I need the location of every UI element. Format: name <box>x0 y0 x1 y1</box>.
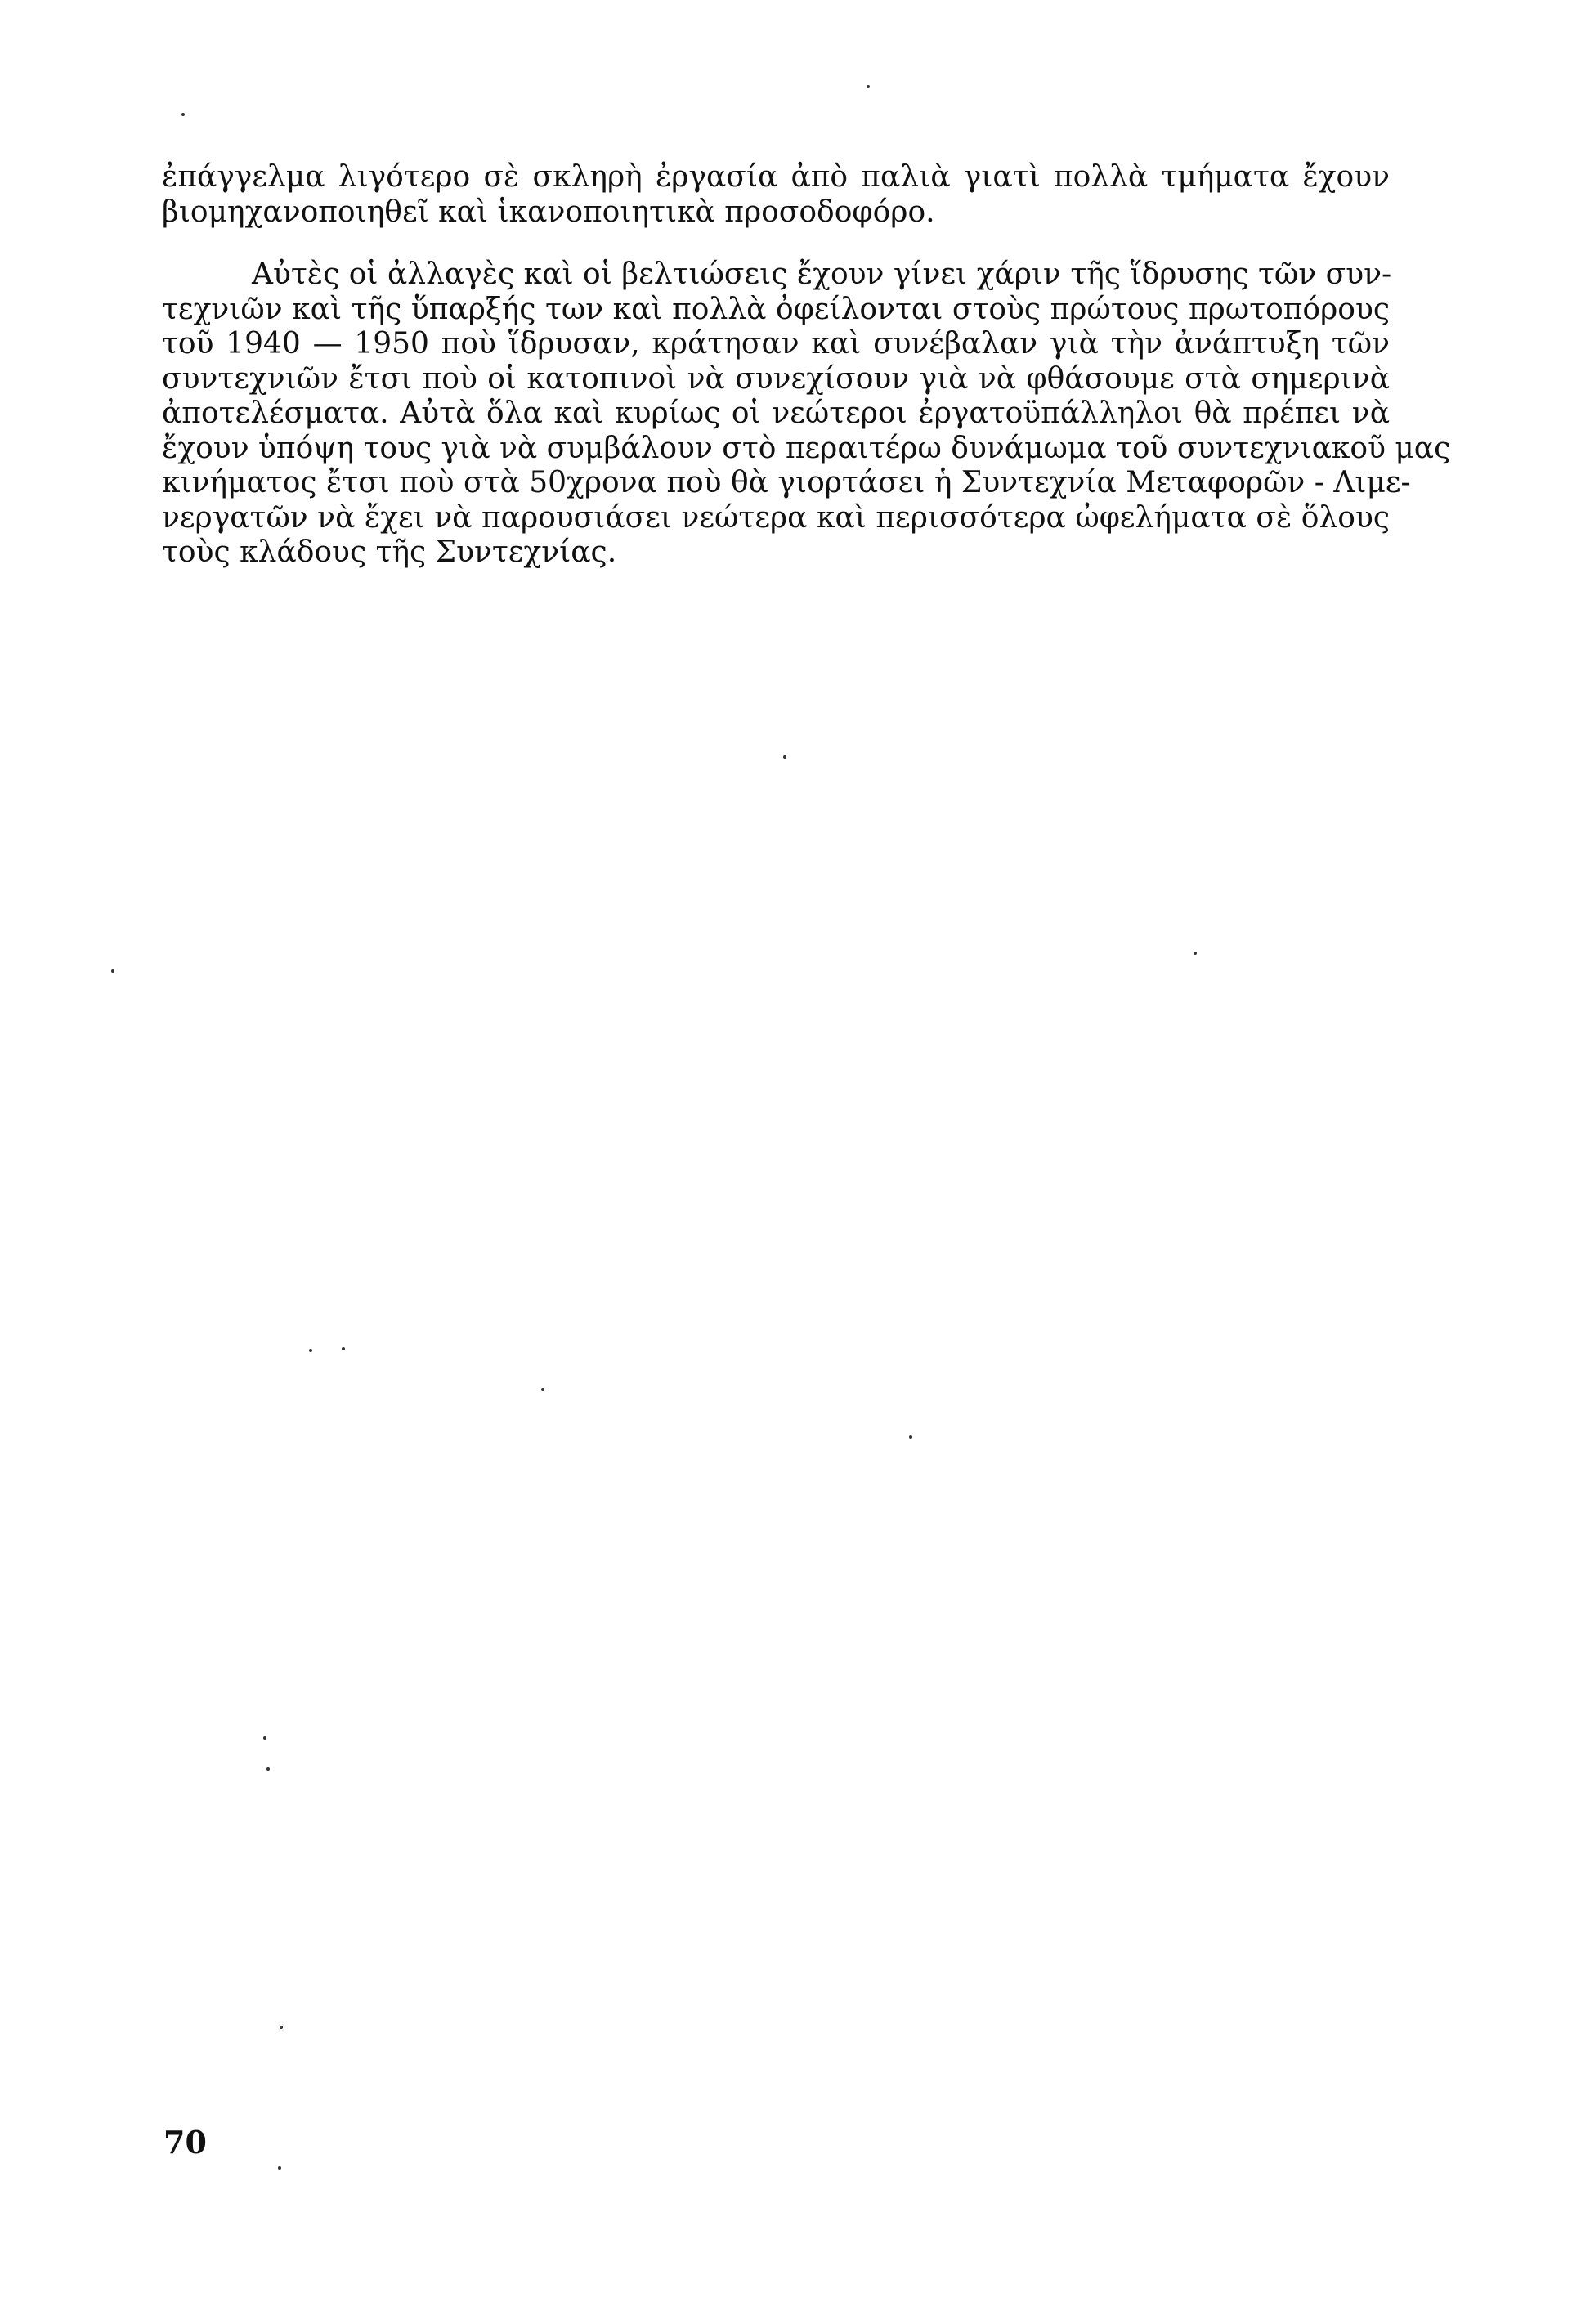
text-line: συντεχνιῶν ἔτσι ποὺ οἱ κατοπινοὶ νὰ συνεχίσουν γιὰ νὰ φθάσουμε στὰ σημερινὰ <box>162 361 1390 396</box>
text-line: κινήματος ἔτσι ποὺ στὰ 50χρονα ποὺ θὰ γιορτάσει ἡ Συντεχνία Μεταφορῶν - Λιμε- <box>162 466 1411 499</box>
paragraph-gap <box>162 230 1390 257</box>
text-line: τοῦ 1940 — 1950 ποὺ ἵδρυσαν, κράτησαν καὶ συνέβαλαν γιὰ τὴν ἀνάπτυξη τῶν <box>162 327 1390 360</box>
body-text <box>162 160 1451 571</box>
scan-speck <box>541 1388 544 1391</box>
text-line: βιομηχανοποιηθεῖ καὶ ἱκανοποιητικὰ προσοδοφόρο. <box>162 195 935 229</box>
text-line: τεχνιῶν καὶ τῆς ὕπαρξής των καὶ πολλὰ ὀφείλονται στοὺς πρώτους πρωτοπόρους <box>162 292 1390 326</box>
scan-speck <box>263 1736 266 1740</box>
text-line: τοὺς κλάδους τῆς Συντεχνίας. <box>162 535 617 569</box>
text-line: νεργατῶν νὰ ἔχει νὰ παρουσιάσει νεώτερα καὶ περισσότερα ὠφελήματα σὲ ὅλους <box>162 500 1390 535</box>
scan-speck <box>111 969 114 973</box>
scan-speck <box>783 755 786 759</box>
scan-speck <box>909 1435 912 1439</box>
scan-speck <box>181 113 185 116</box>
text-line: ἀποτελέσματα. Αὐτὰ ὅλα καὶ κυρίως οἱ νεώτεροι ἐργατοϋπάλληλοι θὰ πρέπει νὰ <box>162 396 1390 430</box>
text-line: Αὐτὲς οἱ ἀλλαγὲς καὶ οἱ βελτιώσεις ἔχουν γίνει χάριν τῆς ἵδρυσης τῶν συν- <box>252 257 1392 291</box>
text-line: ἐπάγγελμα λιγότερο σὲ σκληρὴ ἐργασία ἀπὸ παλιὰ γιατὶ πολλὰ τμήματα ἔχουν <box>162 160 1390 194</box>
scan-speck <box>867 85 870 88</box>
scan-speck <box>266 1767 270 1771</box>
scan-speck <box>309 1349 312 1352</box>
text-line: ἔχουν ὑπόψη τους γιὰ νὰ συμβάλουν στὸ περαιτέρω δυνάμωμα τοῦ συντεχνιακοῦ μας <box>162 431 1451 465</box>
scan-speck <box>280 2026 283 2029</box>
scan-speck <box>1194 952 1197 955</box>
scan-speck <box>278 2166 281 2170</box>
scan-speck <box>342 1347 345 1350</box>
page-number: 70 <box>163 2124 207 2161</box>
